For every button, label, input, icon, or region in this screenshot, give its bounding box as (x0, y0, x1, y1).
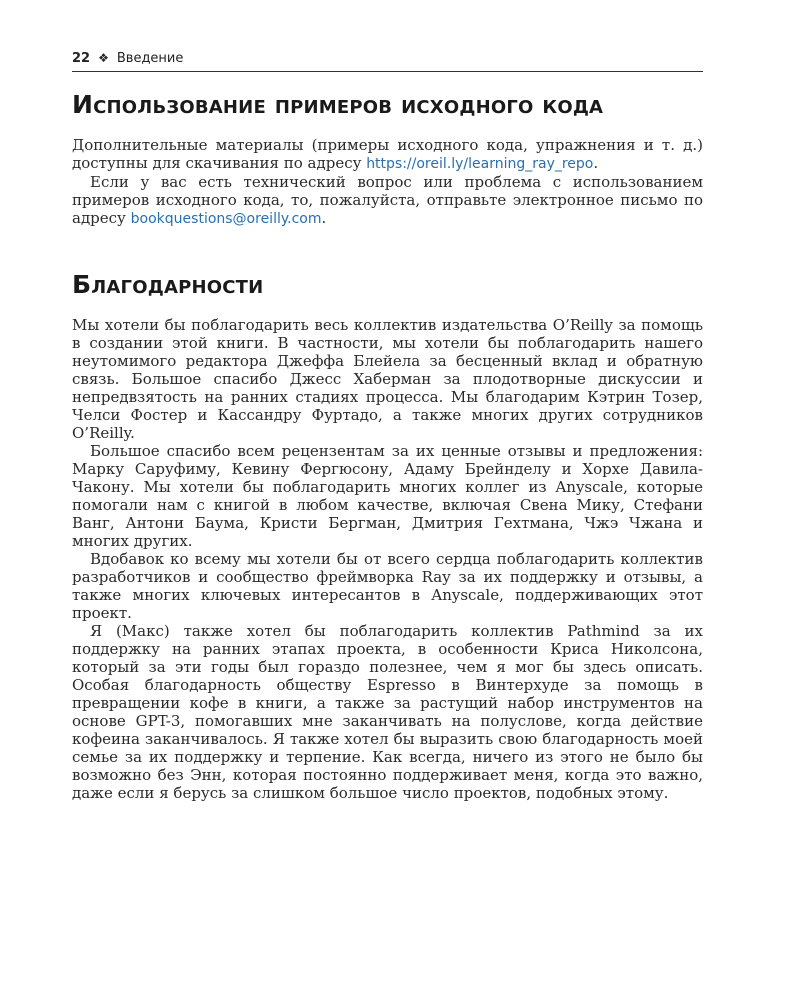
paragraph: Мы хотели бы поблагодарить весь коллектив издательства O’Reilly за помощь в создании этой книги. В частности, мы хотели бы поблагодарить нашего неутомимого редактора Джеффа Блейела за бесценный вклад и обратную связь. Большое спасибо Джесс Хаберман за плодотворные дискуссии и непредвзятость на ранних стадиях процесса. Мы благодарим Кэтрин Тозер, Челси Фостер и Кассандру Фуртадо, а также многих других сотрудников O’Reilly. (72, 316, 703, 442)
paragraph: Дополнительные материалы (примеры исходного кода, упражнения и т. д.) доступны для скачивания по адресу https://oreil.ly/learning_ray_repo. (72, 136, 703, 172)
paragraph: Я (Макс) также хотел бы поблагодарить коллектив Pathmind за их поддержку на ранних этапах проекта, в особенности Криса Николсона, который за эти годы был гораздо полезнее, чем я мог бы здесь описать. Особая благодарность обществу Espresso в Винтерхуде за помощь в превращении кофе в книги, а также за растущий набор инструментов на основе GPT-3, помогавших мне заканчивать на полуслове, когда действие кофеина заканчивалось. Я также хотел бы выразить свою благодарность моей семье за их поддержку и терпение. Как всегда, ничего из этого не было бы возможно без Энн, которая постоянно поддерживает меня, когда это важно, даже если я берусь за слишком большое число проектов, подобных этому. (72, 622, 703, 802)
section-heading-acknowledgements: Благодарности (72, 270, 264, 299)
code-examples-text (72, 136, 703, 228)
paragraph: Если у вас есть технический вопрос или проблема с использованием примеров исходного кода, то, пожалуйста, отправьте электронное письмо по адресу bookquestions@oreilly.com. (72, 173, 703, 227)
paragraph: Вдобавок ко всему мы хотели бы от всего сердца поблагодарить коллектив разработчиков и сообщество фреймворка Ray за их поддержку и отзывы, а также многих ключевых интересантов в Anyscale, поддерживающих этот проект. (72, 550, 703, 622)
section-heading-code-examples: Использование примеров исходного кода (72, 90, 604, 119)
page-number: 22 (72, 51, 91, 66)
repo-link[interactable]: https://oreil.ly/learning_ray_repo (366, 156, 594, 172)
acknowledgements-text (72, 316, 703, 802)
email-link[interactable]: bookquestions@oreilly.com (130, 211, 322, 227)
running-head (72, 51, 703, 72)
paragraph: Большое спасибо всем рецензентам за их ценные отзывы и предложения: Марку Саруфиму, Кевину Фергюсону, Адаму Брейнделу и Хорхе Давила-Чакону. Мы хотели бы поблагодарить многих коллег из Anyscale, которые помогали нам с книгой в любом качестве, включая Свена Мику, Стефани Ванг, Антони Баума, Кристи Бергман, Дмитрия Гехтмана, Чжэ Чжана и многих других. (72, 442, 703, 550)
ornament-icon: ❖ (98, 51, 109, 65)
chapter-name: Введение (116, 51, 184, 66)
